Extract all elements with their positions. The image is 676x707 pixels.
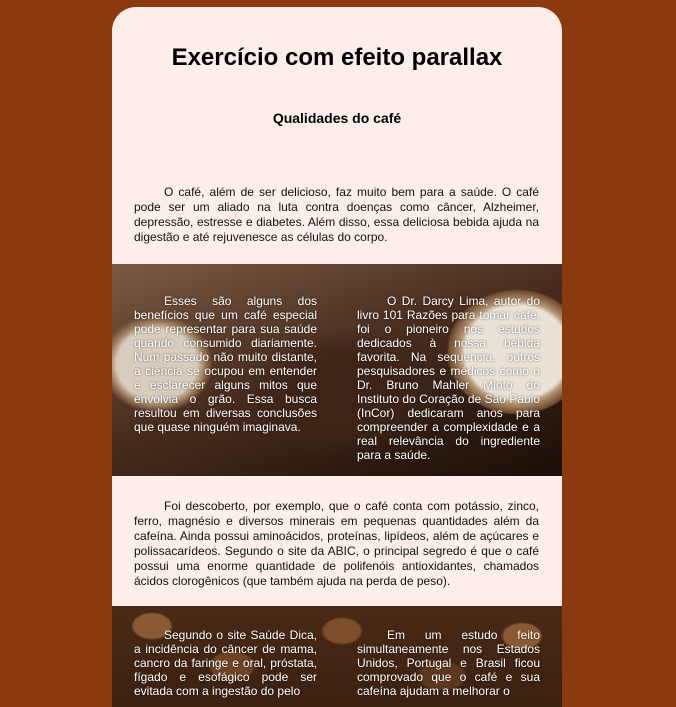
cancer-column-left: Segundo o site Saúde Dica, a incidência do câncer de mama, cancro da faringe e oral, próstata, fígado e esofágico pode ser evitada com a ingestão do pelo — [134, 628, 317, 698]
section-subtitle: Qualidades do café — [272, 110, 402, 126]
minerals-paragraph: Foi descoberto, por exemplo, que o café conta com potássio, zinco, ferro, magnésio e diversos minerais em pequenas quantidades além da cafeína. Ainda possui aminoácidos, proteínas, lipídeos, além de açúcares e polissacarídeos. Segundo o site da ABIC, o principal segredo é que o café possui uma enorme quantidade de polifenóis antioxidantes, chamados ácidos clorogênicos (que também ajuda na perda de peso). — [134, 499, 539, 588]
parallax-coffee-cups-section — [112, 264, 562, 476]
page-title: Exercício com efeito parallax — [171, 44, 503, 71]
study-column-right: Em um estudo feito simultaneamente nos Estados Unidos, Portugal e Brasil ficou comprovado que o café e sua cafeína ajudam a melhorar o — [357, 628, 540, 698]
intro-paragraph: O café, além de ser delicioso, faz muito bem para a saúde. O café pode ser um aliado na luta contra doenças como câncer, Alzheimer, depressão, estresse e diabetes. Além disso, essa deliciosa bebida ajuda na digestão e até rejuvenesce as células do corpo. — [134, 185, 539, 244]
content-card — [112, 7, 562, 707]
benefits-column-right: O Dr. Darcy Lima, autor do livro 101 Razões para tomar café, foi o pioneiro nos estudos dedicados à nossa bebida favorita. Na sequencia, outros pesquisadores e médicos como o Dr. Bruno Mahler Mioto do Instituto do Coração de São Paulo (InCor) dedicaram anos para compreender a complexidade e a real relevância do ingrediente para a saúde. — [357, 294, 540, 462]
benefits-column-left: Esses são alguns dos benefícios que um café especial pode representar para sua saúde quando consumido diariamente. Num passado não muito distante, a ciência se ocupou em entender e esclarecer alguns mitos que envolvia o grão. Essa busca resultou em diversas conclusões que quase ninguém imaginava. — [134, 294, 317, 434]
